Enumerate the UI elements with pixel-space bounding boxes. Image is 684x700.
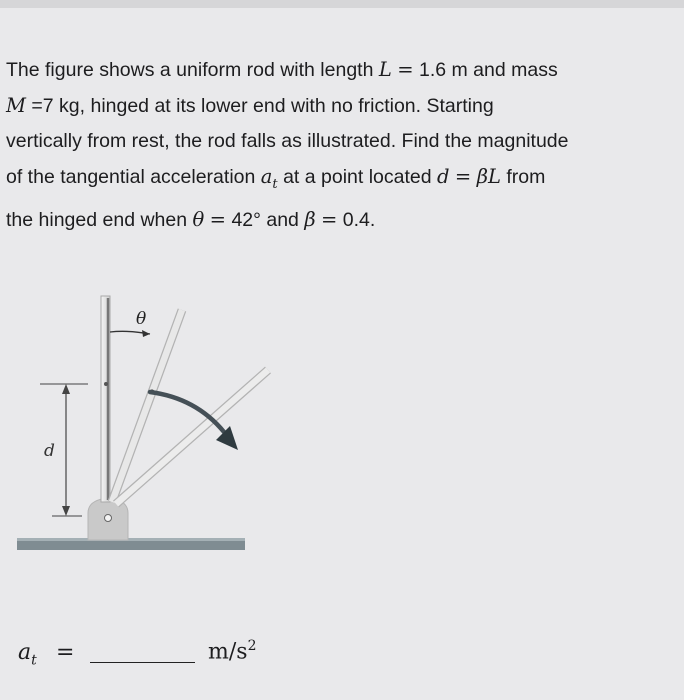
answer-row: [18, 630, 318, 670]
var-a-t: $a_t$: [260, 165, 278, 192]
motion-arrow: [150, 392, 224, 432]
problem-line-4: of the tangential acceleration $a_t$ at a point located d = βL from: [6, 165, 546, 192]
problem-line-2: M =7 kg, hinged at its lower end with no friction. Starting: [6, 94, 494, 117]
problem-line-3: vertically from rest, the rod falls as illustrated. Find the magnitude: [6, 130, 569, 152]
rod-point-d: [104, 382, 108, 386]
answer-blank[interactable]: [90, 662, 195, 663]
ground-top: [17, 538, 245, 541]
var-beta-L: βL: [476, 165, 501, 188]
top-strip: [0, 0, 684, 8]
d-arrow-up: [62, 384, 70, 394]
rod-figure: [0, 280, 684, 580]
hinge-pin: [105, 515, 112, 522]
d-arrow-down: [62, 506, 70, 516]
answer-equals: =: [56, 640, 75, 665]
theta-label: θ: [136, 309, 147, 329]
answer-unit: $m/s^2$: [208, 638, 257, 665]
theta-arrowhead: [142, 330, 150, 337]
var-d: d: [437, 165, 450, 188]
problem-line-5: the hinged end when θ = 42° and β = 0.4.: [6, 207, 376, 231]
var-beta: β: [304, 207, 316, 231]
var-M: M: [6, 94, 26, 117]
ground: [17, 540, 245, 550]
var-theta: θ: [192, 207, 205, 231]
answer-variable: $a_t$: [18, 640, 37, 669]
d-label: d: [44, 441, 55, 461]
var-L: L: [378, 58, 392, 81]
problem-statement: [6, 52, 666, 238]
problem-line-1: The figure shows a uniform rod with length L = 1.6 m and mass: [6, 58, 558, 81]
